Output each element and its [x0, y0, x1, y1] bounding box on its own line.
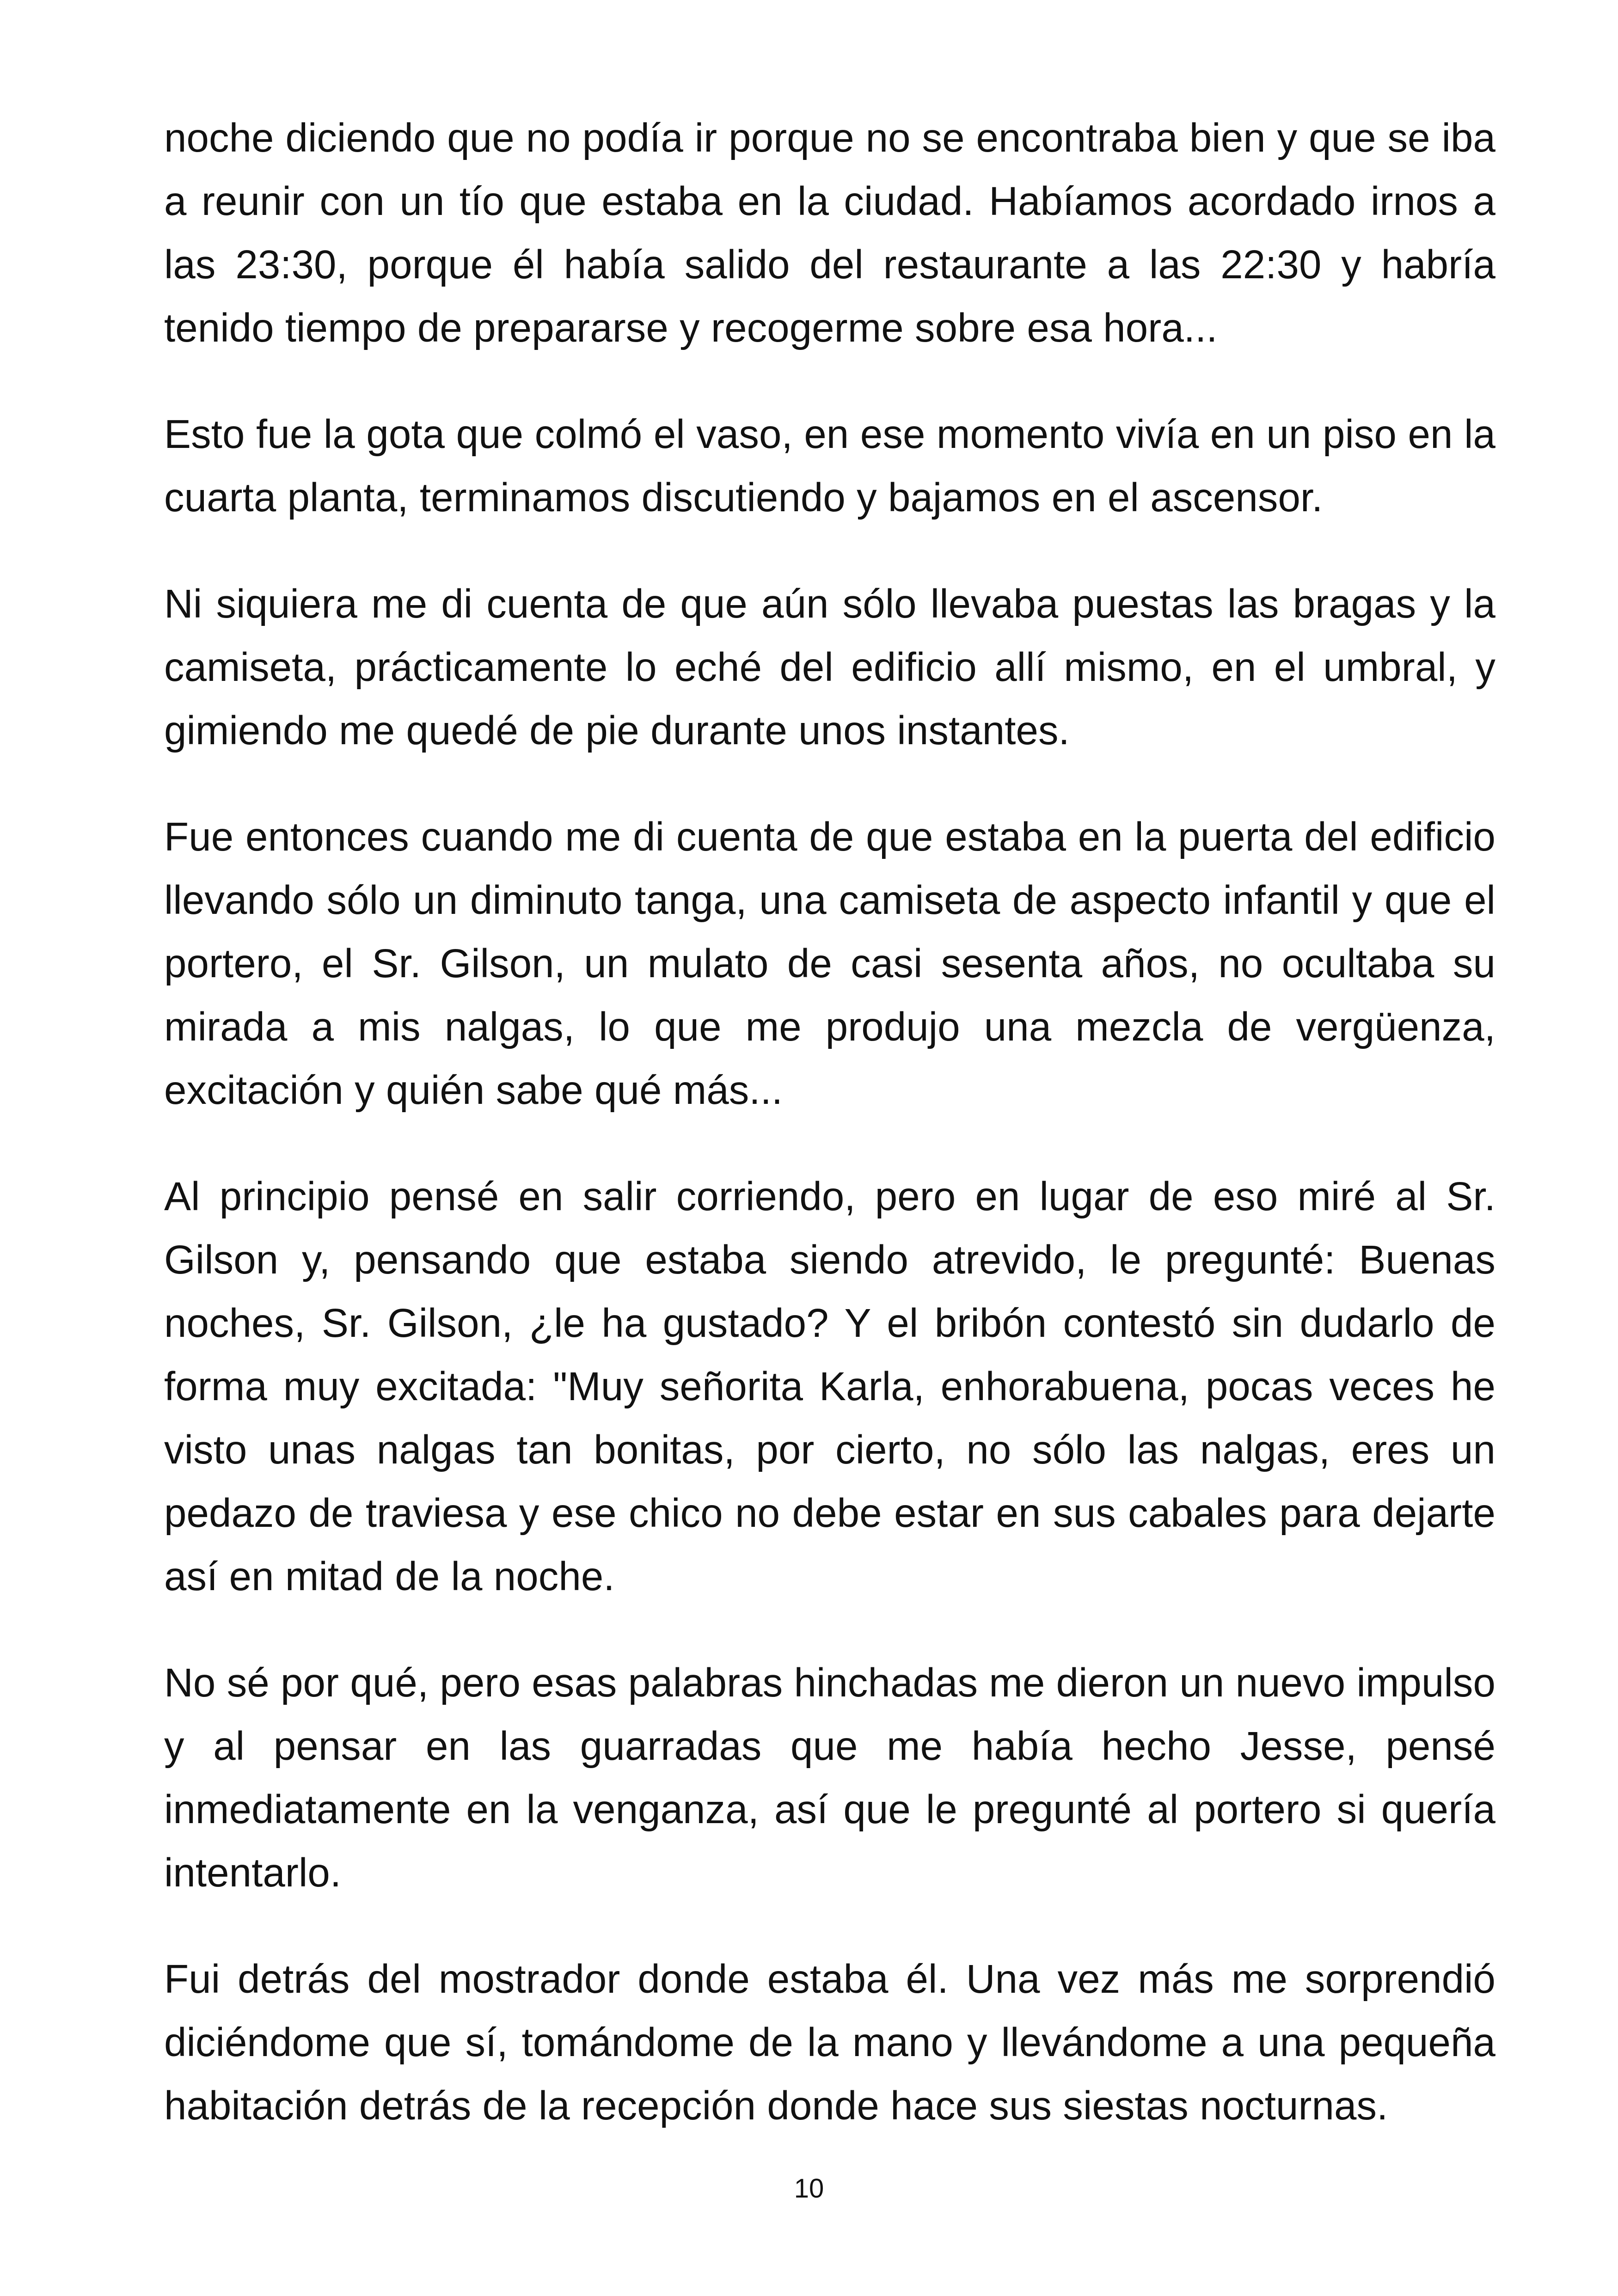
- paragraph-6: No sé por qué, pero esas palabras hinchadas me dieron un nuevo impulso y al pensar en las guarradas que me había hecho Jesse, pensé inmediatamente en la venganza, así que le pregunté al portero si quería intentarlo.: [164, 1660, 1495, 1895]
- paragraph-7: Fui detrás del mostrador donde estaba él. Una vez más me sorprendió diciéndome que sí, tomándome de la mano y llevándome a una pequeña habitación detrás de la recepción donde hace sus siestas nocturnas.: [164, 1957, 1495, 2128]
- paragraph-5: Al principio pensé en salir corriendo, pero en lugar de eso miré al Sr. Gilson y, pensando que estaba siendo atrevido, le pregunté: Buenas noches, Sr. Gilson, ¿le ha gustado? Y el bribón contestó sin dudarlo de forma muy excitada: "Muy señorita Karla, enhorabuena, pocas veces he visto unas nalgas tan bonitas, por cierto, no sólo las nalgas, eres un pedazo de traviesa y ese chico no debe estar en sus cabales para dejarte así en mitad de la noche.: [164, 1174, 1495, 1599]
- paragraph-4: Fue entonces cuando me di cuenta de que estaba en la puerta del edificio llevando sólo un diminuto tanga, una camiseta de aspecto infantil y que el portero, el Sr. Gilson, un mulato de casi sesenta años, no ocultaba su mirada a mis nalgas, lo que me produjo una mezcla de vergüenza, excitación y quién sabe qué más...: [164, 814, 1495, 1113]
- paragraph-1: noche diciendo que no podía ir porque no se encontraba bien y que se iba a reunir con un tío que estaba en la ciudad. Habíamos acordado irnos a las 23:30, porque él había salido del restaurante a las 22:30 y habría tenido tiempo de prepararse y recogerme sobre esa hora...: [164, 116, 1495, 350]
- body-text: [164, 106, 1495, 2180]
- paragraph-3: Ni siquiera me di cuenta de que aún sólo llevaba puestas las bragas y la camiseta, prácticamente lo eché del edificio allí mismo, en el umbral, y gimiendo me quedé de pie durante unos instantes.: [164, 582, 1495, 753]
- paragraph-2: Esto fue la gota que colmó el vaso, en ese momento vivía en un piso en la cuarta planta, terminamos discutiendo y bajamos en el ascensor.: [164, 412, 1495, 520]
- page-number: 10: [794, 2174, 824, 2204]
